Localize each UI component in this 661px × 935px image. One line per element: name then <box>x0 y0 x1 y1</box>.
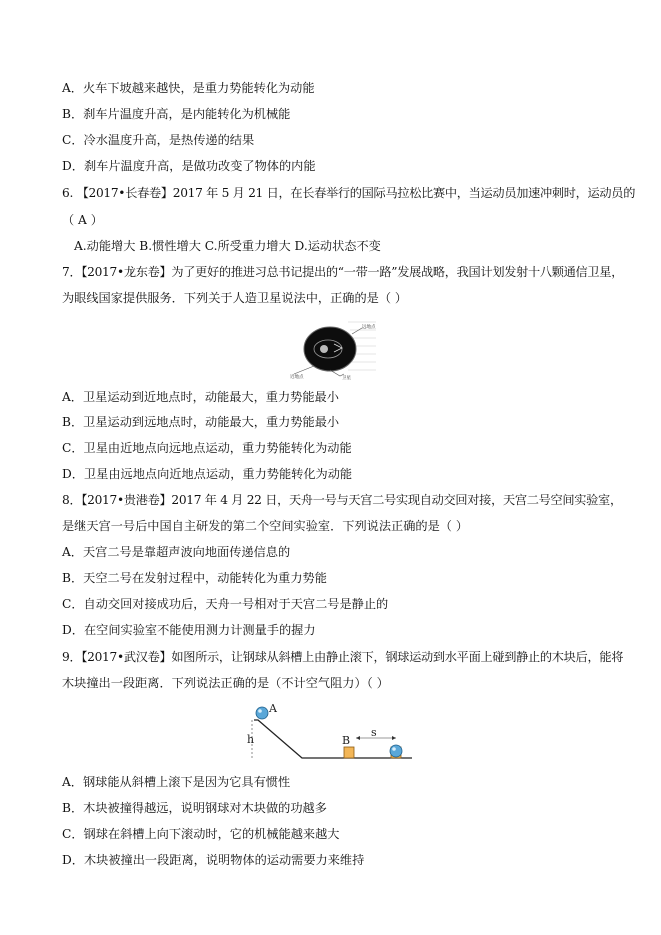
q8-option-d: D．在空间实验室不能使用测力计测量手的握力 <box>62 623 316 637</box>
q8-stem-line1: 8．【2017•贵港卷】2017 年 4 月 22 日，天舟一号与天宫二号实现自动交回对接，天宫二号空间实验室， <box>62 493 622 507</box>
q9-option-c: C．钢球在斜槽上向下滚动时，它的机械能越来越大 <box>62 827 340 841</box>
q6-options: A.动能增大 B.惯性增大 C.所受重力增大 D.运动状态不变 <box>74 239 381 253</box>
distance-s-label: s <box>371 726 377 739</box>
q8-stem-line2: 是继天宫一号后中国自主研发的第二个空间实验室．下列说法正确的是（ ） <box>62 519 469 533</box>
q9-option-d: D．木块被撞出一段距离，说明物体的运动需要力来维持 <box>62 853 365 867</box>
ramp-ball-block-figure <box>244 700 416 762</box>
height-label: h <box>247 733 255 746</box>
near-point-label: 近地点 <box>290 375 304 380</box>
q7-stem-line1: 7．【2017•龙东卷】为了更好的推进习总书记提出的“一带一路”发展战略，我国计划发射十八颗通信卫星， <box>62 265 624 279</box>
satellite-label: 卫星 <box>342 376 351 380</box>
q9-option-b: B．木块被撞得越远，说明钢球对木块做的功越多 <box>62 801 327 815</box>
q6-answer: （ A ） <box>62 213 103 227</box>
q8-option-a: A．天宫二号是靠超声波向地面传递信息的 <box>62 545 291 559</box>
q5-option-d: D．刹车片温度升高，是做功改变了物体的内能 <box>62 159 316 173</box>
q9-stem-line2: 木块撞出一段距离．下列说法正确的是（不计空气阻力）（ ） <box>62 676 389 690</box>
point-a-label: A <box>269 702 277 715</box>
block-b-label: B <box>342 734 351 747</box>
q9-option-a: A．钢球能从斜槽上滚下是因为它具有惯性 <box>62 775 291 789</box>
q7-option-a: A．卫星运动到近地点时，动能最大，重力势能最小 <box>62 390 339 404</box>
q9-stem-line1: 9．【2017•武汉卷】如图所示，让钢球从斜槽上由静止滚下，钢球运动到水平面上碰到静止的木块后，能将 <box>62 650 624 664</box>
q7-option-c: C．卫星由近地点向远地点运动，重力势能转化为动能 <box>62 441 352 455</box>
q8-option-c: C．自动交回对接成功后，天舟一号相对于天宫二号是静止的 <box>62 597 389 611</box>
far-point-label: 远地点 <box>362 325 376 330</box>
q5-option-c: C．冷水温度升高，是热传递的结果 <box>62 133 255 147</box>
q7-option-d: D．卫星由远地点向近地点运动，重力势能转化为动能 <box>62 467 353 481</box>
q8-option-b: B．天空二号在发射过程中，动能转化为重力势能 <box>62 571 327 585</box>
satellite-orbit-figure <box>288 318 378 380</box>
q6-stem: 6. 【2017•长春卷】2017 年 5 月 21 日，在长春举行的国际马拉松比赛中，当运动员加速冲刺时，运动员的 <box>62 186 636 200</box>
q5-option-a: A．火车下坡越来越快，是重力势能转化为动能 <box>62 81 315 95</box>
q5-option-b: B．刹车片温度升高，是内能转化为机械能 <box>62 107 291 121</box>
q7-option-b: B．卫星运动到远地点时，动能最大，重力势能最小 <box>62 415 340 429</box>
q7-stem-line2: 为眼线国家提供服务．下列关于人造卫星说法中，正确的是（ ） <box>62 291 408 305</box>
